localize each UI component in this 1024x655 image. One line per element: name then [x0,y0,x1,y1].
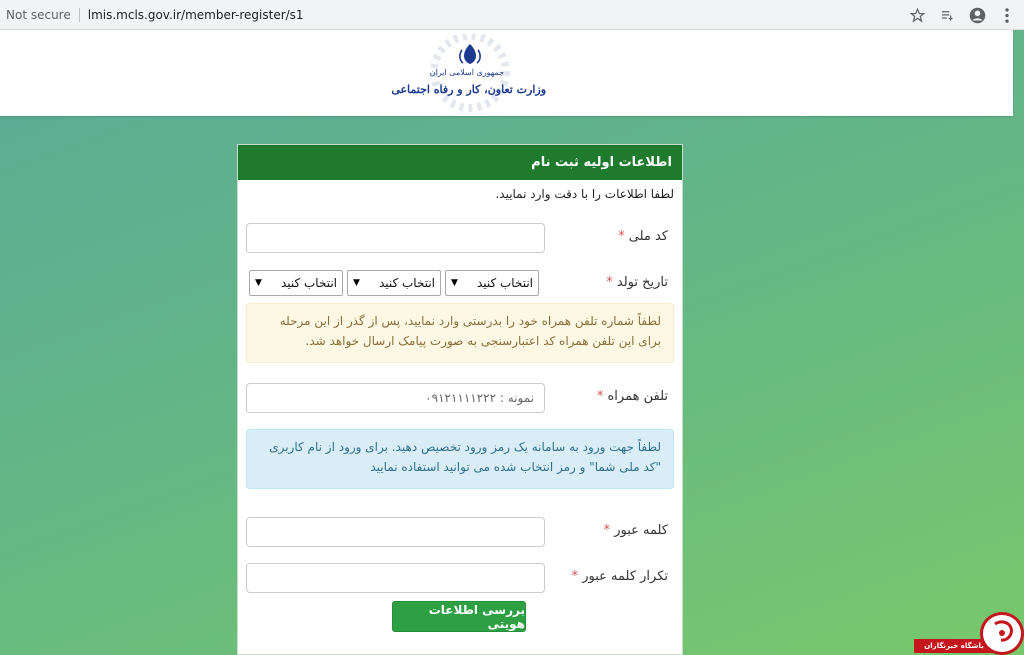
star-icon[interactable] [908,6,926,24]
national-code-label [618,229,668,244]
menu-icon[interactable] [998,6,1016,24]
logo-line-2: وزارت تعاون، کار و رفاه اجتماعی [391,83,546,96]
birth-day-value: انتخاب کنید [476,276,533,290]
birth-month-value: انتخاب کنید [378,276,435,290]
mobile-input[interactable] [246,383,545,413]
mobile-label-text: تلفن همراه [607,389,668,404]
logo-line-1: جمهوری اسلامی ایران [429,68,504,77]
verify-identity-button[interactable]: بررسی اطلاعات هویتی [392,601,526,632]
intro-text: لطفا اطلاعات را با دقت وارد نمایید. [495,187,674,201]
mobile-label [597,389,668,404]
dropdown-arrow-icon: ▼ [353,278,360,288]
browser-actions [908,6,1016,24]
security-indicator[interactable]: Not secure [6,7,71,22]
url-text[interactable]: lmis.mcls.gov.ir/member-register/s1 [87,7,304,22]
account-icon[interactable] [968,6,986,24]
panel-title: اطلاعات اولیه ثبت نام [238,145,682,180]
reading-list-icon[interactable] [938,6,956,24]
password-input[interactable] [246,517,545,547]
required-mark: * [596,389,604,404]
password-repeat-label [572,569,668,584]
birth-year-value: انتخاب کنید [280,276,337,290]
national-code-label-text: کد ملی [628,229,668,244]
birth-month-select[interactable] [347,270,441,296]
site-header [0,30,1013,116]
birth-year-select[interactable] [249,270,343,296]
phone-warning-alert: لطفاً شماره تلفن همراه خود را بدرستی وارد نمایید، پس از گذر از این مرحله برای این تلفن همراه کد اعتبارسنجی به صورت پیامک ارسال خواهد شد. [246,303,674,363]
required-mark: * [606,275,613,290]
watermark-logo [914,612,1024,655]
national-code-input[interactable] [246,223,545,253]
dropdown-arrow-icon: ▼ [451,278,458,288]
birth-date-label [606,275,668,290]
dropdown-arrow-icon: ▼ [255,278,262,288]
birth-date-label-text: تاریخ تولد [616,275,668,290]
required-mark: * [603,523,611,538]
password-repeat-input[interactable] [246,563,545,593]
browser-address-bar [0,0,1024,30]
required-mark: * [618,229,625,244]
birth-day-select[interactable] [445,270,539,296]
required-mark: * [571,569,579,584]
password-repeat-label-text: تکرار کلمه عبور [582,569,668,584]
password-label [604,523,668,538]
password-label-text: کلمه عبور [614,523,668,538]
watermark-text: باشگاه خبرنگاران [914,639,994,653]
address-separator [79,8,80,22]
registration-panel [237,144,683,655]
watermark-emblem-icon [980,612,1024,655]
password-info-alert: لطفاً جهت ورود به سامانه یک رمز ورود تخصیص دهید. برای ورود از نام کاربری "کد ملی شما" و رمز انتخاب شده می توانید استفاده نمایید [246,429,674,489]
